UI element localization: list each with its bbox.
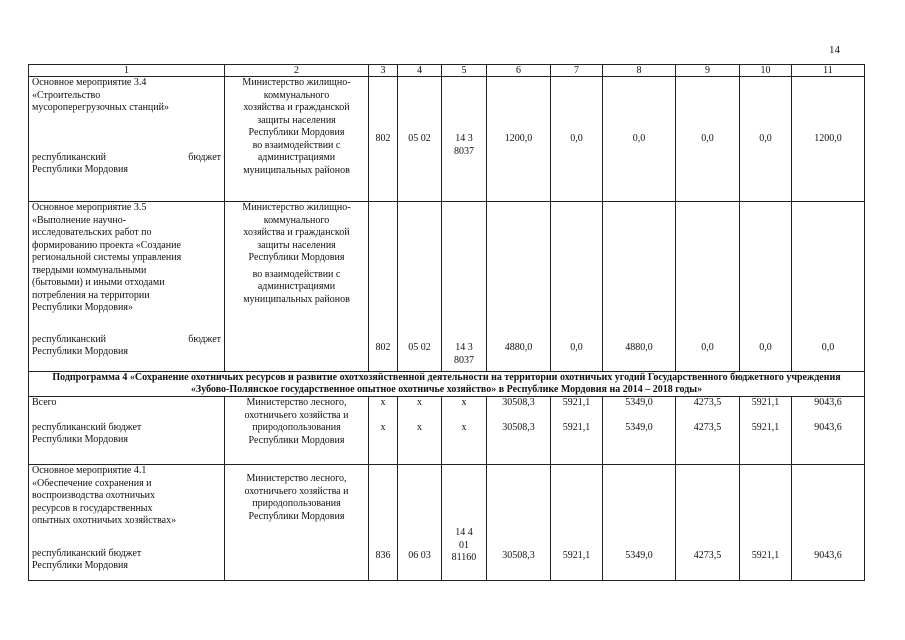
target-code-cell [442, 465, 487, 581]
budget-line: Республики Мордовия [32, 560, 128, 571]
amount-year: 4880,0 [603, 202, 676, 372]
amount-total-cell [487, 397, 551, 465]
ministry-line: охотничьего хозяйства и [244, 485, 349, 497]
ministry-line: Министерство лесного, [246, 473, 347, 484]
measure-title-line: Основное мероприятие 4.1 [32, 465, 147, 476]
measure-name-cell [29, 202, 225, 372]
ministry-line: Республики Мордовия [248, 252, 345, 263]
target-code-cell [442, 202, 487, 372]
grbs-code: 802 [369, 77, 398, 202]
amount-year: 1200,0 [792, 77, 865, 202]
responsible-cell [225, 397, 369, 465]
col-num: 9 [676, 65, 740, 77]
subprogram-heading: Подпрограмма 4 «Сохранение охотничьих ресурсов и развитие охотхозяйственной деятельности на территории охотничьих угодий Государственного бюджетного учреждения «Зубово-Полянское государственное опытное охотничье хозяйство» в Республике Мордовия на 2014 – 2018 годы» [29, 372, 865, 397]
budget-line: республиканский бюджет [32, 421, 142, 433]
grbs-code: 802 [369, 202, 398, 372]
grbs-code: 836 [369, 465, 398, 581]
amount-year: 9043,6 [814, 397, 842, 408]
amount-year: 0,0 [740, 202, 792, 372]
col-num: 10 [740, 65, 792, 77]
amount-year: 5921,1 [551, 465, 603, 581]
amount-total: 30508,3 [502, 421, 535, 433]
amount-year: 0,0 [676, 202, 740, 372]
section-code: 05 02 [398, 77, 442, 202]
amount-year: 5921,1 [751, 397, 780, 408]
table-row-measure-3-5 [29, 202, 865, 372]
amount-year: 4273,5 [693, 421, 722, 433]
grbs-code: x [380, 421, 386, 433]
ministry-line: администрациями [257, 152, 336, 163]
amount-total: 30508,3 [502, 397, 535, 408]
section-code: x [417, 397, 422, 408]
section-code: 06 03 [398, 465, 442, 581]
ministry-line: хозяйства и гражданской [243, 227, 350, 238]
amount-year: 4273,5 [676, 465, 740, 581]
amount-year-cell [676, 397, 740, 465]
measure-title-line: «Строительство [32, 89, 101, 101]
target-code-cell [442, 397, 487, 465]
amount-year: 5349,0 [625, 397, 653, 408]
table-row-measure-4-1 [29, 465, 865, 581]
section-cell [398, 397, 442, 465]
amount-year: 5921,1 [562, 397, 591, 408]
measure-name-cell [29, 77, 225, 202]
total-name-cell [29, 397, 225, 465]
ministry-line: хозяйства и гражданской [243, 102, 350, 113]
amount-total: 30508,3 [487, 465, 551, 581]
col-num: 7 [551, 65, 603, 77]
ministry-line: Республики Мордовия [248, 510, 345, 522]
amount-total: 1200,0 [487, 77, 551, 202]
amount-total: 4880,0 [487, 202, 551, 372]
target-code-line: 8037 [454, 354, 474, 366]
col-num: 5 [442, 65, 487, 77]
amount-year: 9043,6 [792, 465, 865, 581]
amount-year: 0,0 [792, 202, 865, 372]
target-code: x [461, 397, 467, 408]
measure-title-line: опытных охотничьих хозяйствах» [32, 515, 177, 526]
amount-year: 5349,0 [603, 465, 676, 581]
target-code-line: 01 [459, 539, 469, 551]
col-num: 1 [29, 65, 225, 77]
amount-year: 0,0 [551, 77, 603, 202]
measure-title-line: региональной системы управления [32, 252, 182, 263]
responsible-cell [225, 465, 369, 581]
col-num: 11 [792, 65, 865, 77]
ministry-line: муниципальных районов [243, 164, 350, 176]
responsible-cell [225, 77, 369, 202]
ministry-line: Министерство лесного, [246, 397, 347, 408]
target-code-cell [442, 77, 487, 202]
column-number-row [29, 65, 865, 77]
measure-title-line: Основное мероприятие 3.4 [32, 77, 147, 88]
ministry-line: природопользования [252, 498, 341, 509]
target-code-line: 14 3 [455, 342, 473, 353]
measure-title-line: «Обеспечение сохранения и [32, 477, 152, 489]
ministry-line: администрациями [257, 281, 336, 292]
grbs-code: x [380, 397, 386, 408]
budget-line: республиканский бюджет [32, 547, 142, 559]
responsible-cell [225, 202, 369, 372]
measure-title-line: потребления на территории [32, 289, 150, 301]
amount-year: 5921,1 [562, 421, 591, 433]
target-code-line: 14 3 [455, 133, 473, 144]
measure-title-line: Основное мероприятие 3.5 [32, 202, 147, 213]
amount-year: 5349,0 [625, 421, 653, 433]
measure-title-line: (бытовыми) и иными отходами [32, 277, 165, 288]
target-code: x [461, 421, 467, 433]
ministry-line: коммунального [263, 89, 330, 101]
measure-title-line: Республики Мордовия» [32, 302, 133, 313]
ministry-line: Республики Мордовия [248, 434, 345, 446]
budget-line: Республики Мордовия [32, 434, 128, 445]
col-num: 3 [369, 65, 398, 77]
measure-name-cell [29, 465, 225, 581]
ministry-line: Республики Мордовия [248, 127, 345, 138]
col-num: 6 [487, 65, 551, 77]
table-row-total [29, 397, 865, 465]
amount-year-cell [740, 397, 792, 465]
amount-year: 0,0 [603, 77, 676, 202]
ministry-line: Министерство жилищно- [242, 202, 351, 213]
measure-title-line: твердыми коммунальными [32, 264, 147, 276]
budget-line: Республики Мордовия [32, 164, 128, 175]
subprogram-row [29, 372, 865, 397]
amount-year-cell [551, 397, 603, 465]
amount-year: 5921,1 [751, 421, 780, 433]
measure-title-line: мусороперегрузочных станций» [32, 102, 169, 113]
ministry-line: во взаимодействии с [252, 268, 341, 280]
ministry-line: Министерство жилищно- [242, 77, 351, 88]
col-num: 8 [603, 65, 676, 77]
amount-year: 5921,1 [740, 465, 792, 581]
amount-year: 4273,5 [693, 397, 722, 408]
page-number: 14 [829, 44, 840, 56]
col-num: 2 [225, 65, 369, 77]
budget-line: республиканский бюджет [32, 333, 221, 345]
target-code-line: 8037 [454, 145, 474, 157]
amount-year-cell [792, 397, 865, 465]
budget-table [28, 64, 865, 581]
total-label: Всего [32, 397, 57, 408]
ministry-line: природопользования [252, 422, 341, 433]
ministry-line: защиты населения [257, 114, 336, 126]
ministry-line: муниципальных районов [243, 293, 350, 305]
amount-year: 9043,6 [814, 421, 842, 433]
measure-title-line: «Выполнение научно- [32, 214, 127, 226]
ministry-line: охотничьего хозяйства и [244, 409, 349, 421]
target-code-line: 81160 [451, 552, 477, 563]
measure-title-line: воспроизводства охотничьих [32, 490, 156, 501]
amount-year-cell [603, 397, 676, 465]
amount-year: 0,0 [551, 202, 603, 372]
ministry-line: защиты населения [257, 239, 336, 251]
measure-title-line: исследовательских работ по [32, 227, 152, 238]
measure-title-line: формированию проекта «Создание [32, 239, 181, 251]
col-num: 4 [398, 65, 442, 77]
amount-year: 0,0 [740, 77, 792, 202]
target-code-line: 14 4 [455, 527, 473, 538]
budget-line: республиканский бюджет [32, 151, 221, 163]
budget-line: Республики Мордовия [32, 346, 128, 357]
grbs-cell [369, 397, 398, 465]
ministry-line: коммунального [263, 214, 330, 226]
section-code: 05 02 [398, 202, 442, 372]
ministry-line: во взаимодействии с [252, 139, 341, 151]
table-row-measure-3-4 [29, 77, 865, 202]
measure-title-line: ресурсов в государственных [32, 502, 153, 514]
section-code: x [417, 421, 422, 433]
amount-year: 0,0 [676, 77, 740, 202]
